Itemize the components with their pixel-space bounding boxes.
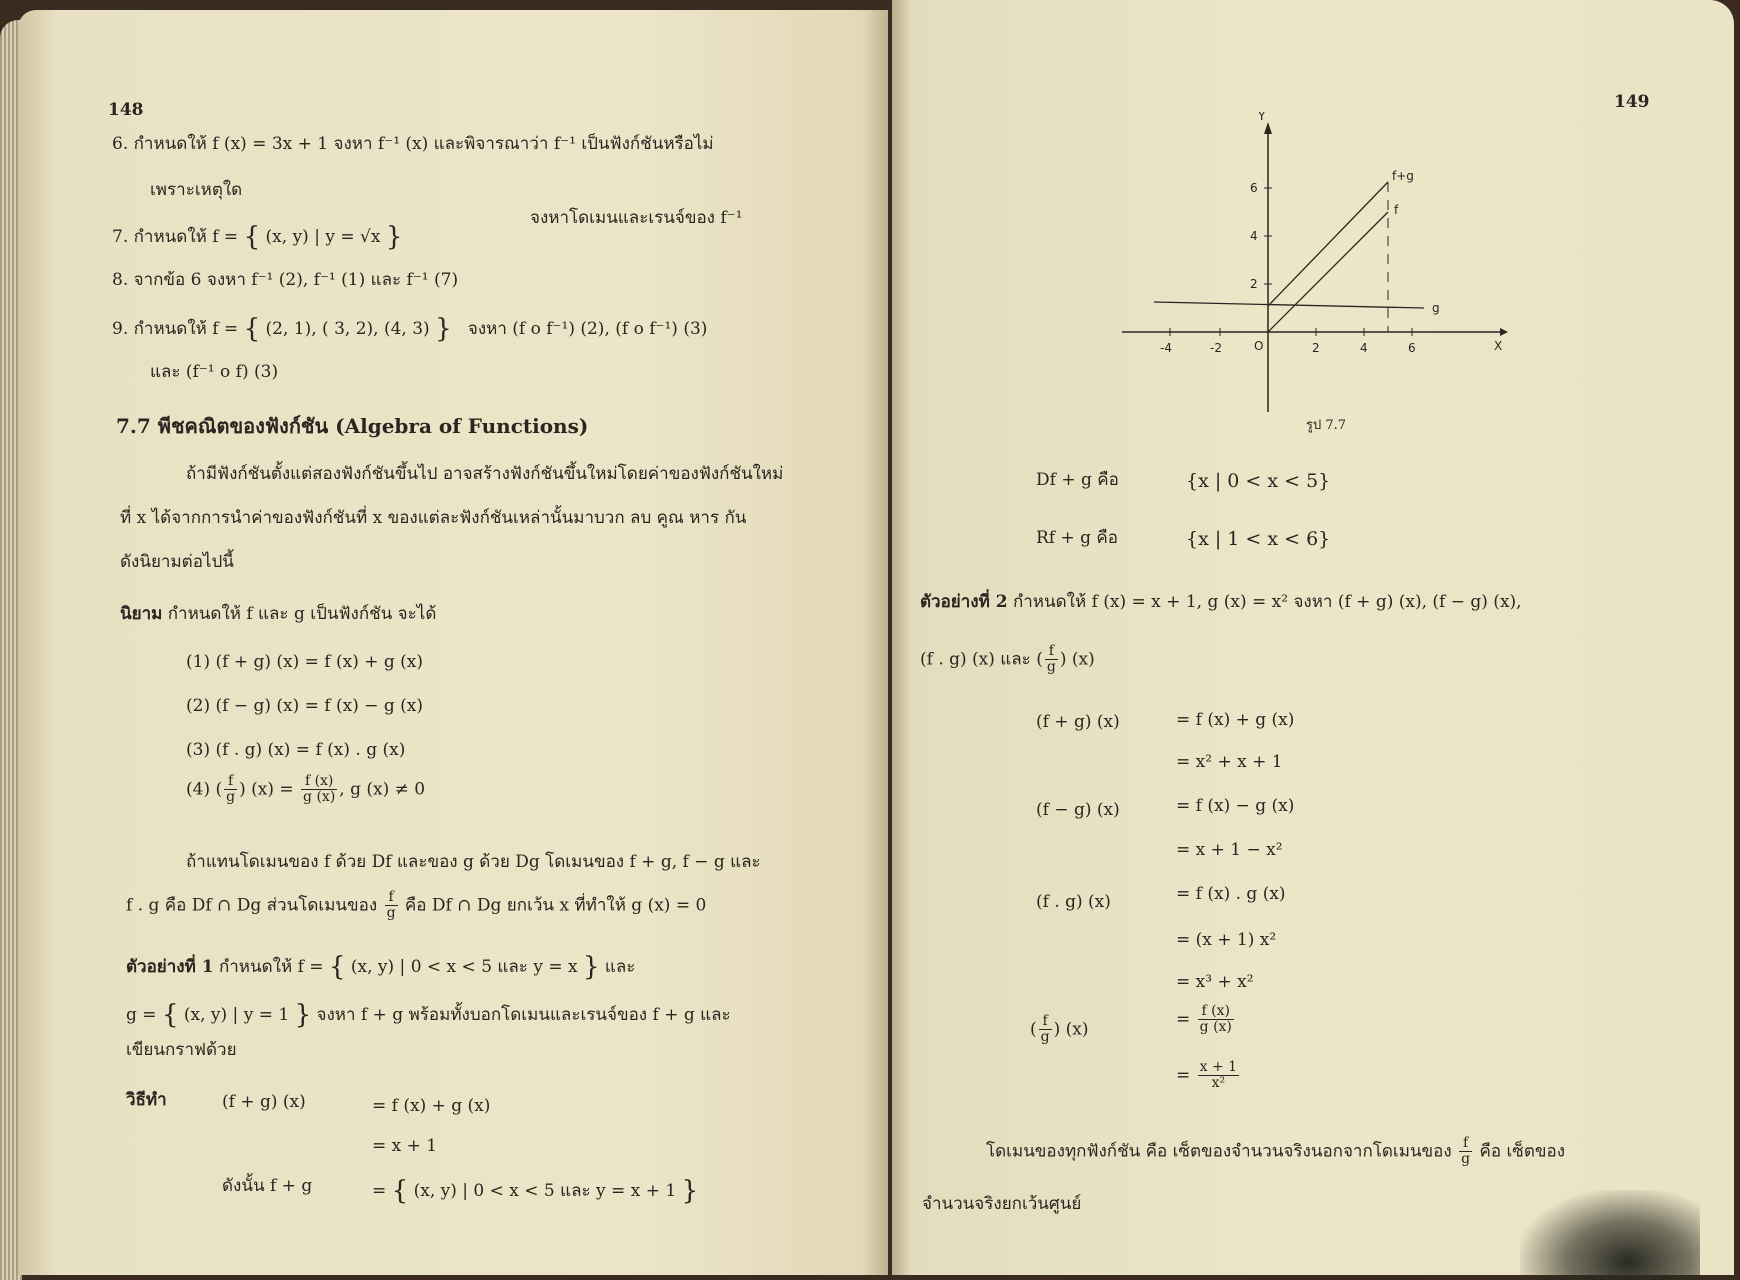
example-1-set-f: (x, y) | 0 < x < 5 และ y = x [350,957,578,977]
question-7-lead: 7. กำหนดให้ f = [112,227,244,247]
work-8-open: ( [1030,1019,1037,1040]
graph-svg [1110,112,1510,412]
conclusion-line-1 [986,1136,1565,1168]
fraction-f-over-g [1045,644,1058,676]
paragraph-line-2: ที่ x ได้จากการนำค่าของฟังก์ชันที่ x ของแต่ละฟังก์ชันเหล่านั้นมาบวก ลบ คูณ หาร กัน [120,508,747,528]
example-1-line-2: g = { (x, y) | y = 1 } จงหา f + g พร้อมทั้งบอกโดเมนและเรนจ์ของ f + g และ [126,1000,731,1030]
x-axis-label: X [1494,339,1503,353]
fraction-denominator: g (x) [303,789,336,806]
work-1-right: = f (x) + g (x) [1176,710,1295,730]
fraction-f-over-g [1459,1136,1472,1168]
example-1-g-lead: g = [126,1005,162,1025]
example-1-label: ตัวอย่างที่ 1 [126,957,214,977]
example-2 [920,592,1522,612]
fraction-denominator: g (x) [1199,1019,1232,1036]
section-heading: 7.7 พีชคณิตของฟังก์ชัน (Algebra of Functions) [116,414,589,438]
fraction-f-over-g [1039,1014,1052,1046]
work-8-close: ) (x) [1053,1019,1089,1040]
conclusion-line-2: จำนวนจริงยกเว้นศูนย์ [922,1194,1082,1214]
question-7-tail: จงหาโดเมนและเรนจ์ของ f⁻¹ [530,208,743,228]
figure-caption: รูป 7.7 [1306,418,1347,433]
definition-item-4-mid: ) (x) = [239,779,300,800]
line-g-label: g [1432,301,1440,315]
fraction-numerator: f (x) [1198,1004,1234,1020]
question-9-tail: จงหา (f o f⁻¹) (2), (f o f⁻¹) (3) [467,319,708,339]
fraction-f-over-g [385,890,398,922]
fraction-numerator: f [224,774,237,790]
paragraph-domain-2a: f . g คือ Df ∩ Dg ส่วนโดเมนของ [126,895,383,916]
work-3-right: = f (x) − g (x) [1176,796,1295,816]
example-1: ตัวอย่างที่ 1 กำหนดให้ f = { (x, y) | 0 < x < 5 และ y = x } และ [126,952,636,982]
question-9-lead: 9. กำหนดให้ f = [112,319,244,339]
fraction-numerator: x + 1 [1199,1059,1238,1075]
x-tick-label: 6 [1408,341,1416,355]
solution-step-2-right: = x + 1 [372,1136,438,1156]
example-1-set-g: (x, y) | y = 1 [183,1005,290,1025]
y-axis-label: Y [1258,112,1266,123]
x-tick-label: 4 [1360,341,1368,355]
definition-item-2: (2) (f − g) (x) = f (x) − g (x) [186,696,424,716]
left-page [18,10,888,1275]
fraction-denominator: x² [1211,1075,1226,1092]
paragraph-domain-1: ถ้าแทนโดเมนของ f ด้วย Df และของ g ด้วย Dg โดเมนของ f + g, f − g และ [186,852,761,872]
work-6-right: = (x + 1) x² [1176,930,1277,950]
fraction-fx-over-gx [301,774,337,806]
work-9-right [1176,1060,1241,1092]
line-f-label: f [1394,203,1399,217]
x-tick-label: -4 [1160,341,1172,355]
x-tick-label: -2 [1210,341,1222,355]
work-8-right [1176,1004,1236,1036]
x-tick-label: 2 [1312,341,1320,355]
solution-step-1-left: (f + g) (x) [222,1092,306,1112]
paragraph-line-3: ดังนิยามต่อไปนี้ [120,552,234,572]
work-1-left: (f + g) (x) [1036,712,1120,732]
example-2-text: กำหนดให้ f (x) = x + 1, g (x) = x² จงหา (f + g) (x), (f − g) (x), [1007,592,1522,612]
conclusion-text-a: โดเมนของทุกฟังก์ชัน คือ เซ็ตของจำนวนจริงนอกจากโดเมนของ [986,1141,1458,1162]
fraction-denominator: g [386,905,396,922]
range-value: {x | 1 < x < 6} [1186,528,1331,550]
fraction-numerator: f (x) [301,774,337,790]
conclusion-text-b: คือ เซ็ตของ [1474,1141,1565,1162]
line-f-plus-g [1268,182,1388,306]
question-7-set: (x, y) | y = √x [265,227,381,247]
work-5-left: (f . g) (x) [1036,892,1111,912]
question-9-set: (2, 1), ( 3, 2), (4, 3) [265,319,430,339]
fraction-f-over-g [224,774,237,806]
fraction-denominator: g [226,789,236,806]
example-2-text-c: ) (x) [1059,649,1095,670]
example-1-and: และ [599,957,636,977]
line-f [1268,212,1388,332]
solution-step-1-right: = f (x) + g (x) [372,1096,491,1116]
y-tick-label: 2 [1250,277,1258,291]
definition [120,604,436,624]
paragraph-domain-2b: คือ Df ∩ Dg ยกเว้น x ที่ทำให้ g (x) = 0 [399,895,707,916]
fraction-fx-over-gx [1198,1004,1234,1036]
fraction-denominator: g [1461,1151,1471,1168]
range-label: Rf + g คือ [1036,528,1119,548]
example-1-line-3: เขียนกราฟด้วย [126,1040,237,1060]
fraction-numerator: f [385,890,398,906]
fraction-denominator: g [1046,659,1056,676]
fraction-denominator: g [1040,1029,1050,1046]
question-9: 9. กำหนดให้ f = { (2, 1), ( 3, 2), (4, 3) } จงหา (f o f⁻¹) (2), (f o f⁻¹) (3) [112,314,708,344]
question-6-cont: เพราะเหตุใด [150,180,243,200]
domain-label: Df + g คือ [1036,470,1119,490]
work-3-left: (f − g) (x) [1036,800,1120,820]
solution-step-3-left: ดังนั้น f + g [222,1176,313,1196]
work-9-eq: = [1176,1065,1196,1086]
work-4-right: = x + 1 − x² [1176,840,1283,860]
solution-eq: = [372,1181,392,1201]
y-axis-arrow [1264,122,1272,134]
solution-set: (x, y) | 0 < x < 5 และ y = x + 1 [413,1181,677,1201]
definition-item-1: (1) (f + g) (x) = f (x) + g (x) [186,652,424,672]
example-1-task: จงหา f + g พร้อมทั้งบอกโดเมนและเรนจ์ของ f + g และ [311,1005,731,1025]
page-number-left: 148 [108,100,144,120]
solution-step-3-right: = { (x, y) | 0 < x < 5 และ y = x + 1 } [372,1176,699,1206]
example-2-text-b: (f . g) (x) และ ( [920,649,1043,670]
question-7: 7. กำหนดให้ f = { (x, y) | y = √x } [112,222,403,252]
page-number-right: 149 [1614,92,1650,112]
function-graph [1110,112,1510,412]
fraction-numerator: f [1039,1014,1052,1030]
work-7-right: = x³ + x² [1176,972,1254,992]
work-8-left [1030,1014,1089,1046]
thumb-shadow [1520,1190,1700,1280]
line-f-plus-g-label: f+g [1392,169,1414,183]
definition-label: นิยาม [120,604,163,624]
example-2-label: ตัวอย่างที่ 2 [920,592,1008,612]
example-1-lead: กำหนดให้ f = [213,957,329,977]
fraction-numerator: f [1045,644,1058,660]
definition-item-4-cond: , g (x) ≠ 0 [339,779,426,800]
question-8: 8. จากข้อ 6 จงหา f⁻¹ (2), f⁻¹ (1) และ f⁻¹ (7) [112,270,459,290]
work-2-right: = x² + x + 1 [1176,752,1283,772]
definition-text: กำหนดให้ f และ g เป็นฟังก์ชัน จะได้ [162,604,437,624]
question-6: 6. กำหนดให้ f (x) = 3x + 1 จงหา f⁻¹ (x) และพิจารณาว่า f⁻¹ เป็นฟังก์ชันหรือไม่ [112,134,714,154]
y-tick-label: 4 [1250,229,1258,243]
definition-item-4-open: (4) ( [186,779,223,800]
line-g [1154,302,1424,308]
fraction-numerator: f [1459,1136,1472,1152]
domain-value: {x | 0 < x < 5} [1186,470,1331,492]
work-5-right: = f (x) . g (x) [1176,884,1286,904]
question-9-cont: และ (f⁻¹ o f) (3) [150,362,279,382]
example-2-line-2 [920,644,1095,676]
x-axis-arrow [1500,328,1508,336]
definition-item-4 [186,774,425,806]
y-tick-label: 6 [1250,181,1258,195]
origin-label: O [1254,339,1264,353]
solution-label: วิธีทำ [126,1090,167,1110]
fraction-result [1198,1060,1239,1092]
paragraph-domain-2 [126,890,706,922]
paragraph-line-1: ถ้ามีฟังก์ชันตั้งแต่สองฟังก์ชันขึ้นไป อาจสร้างฟังก์ชันขึ้นใหม่โดยค่าของฟังก์ชันใหม่ [186,464,784,484]
work-8-eq: = [1176,1009,1196,1030]
definition-item-3: (3) (f . g) (x) = f (x) . g (x) [186,740,406,760]
